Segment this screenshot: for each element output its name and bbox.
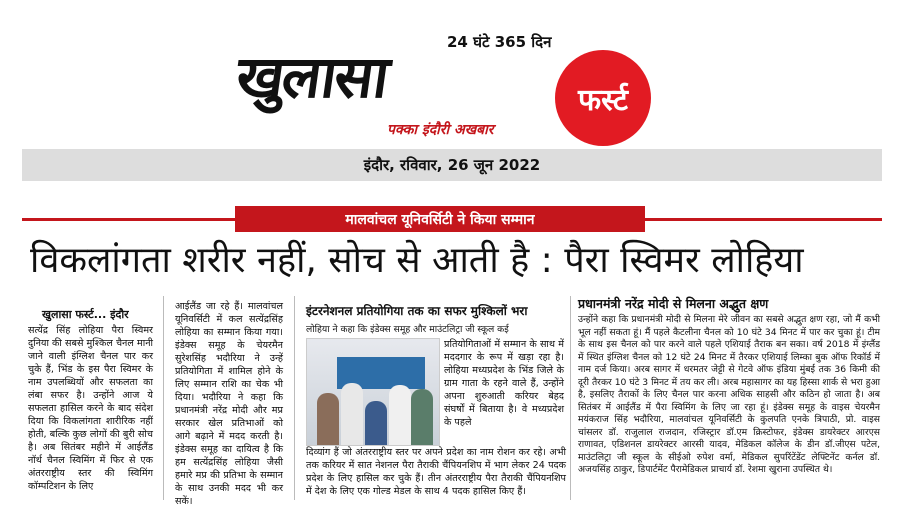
dateline: इंदौर, रविवार, 26 जून 2022	[22, 149, 882, 181]
right-subheading: प्रधानमंत्री नरेंद्र मोदी से मिलना अद्भुत क्षण	[578, 296, 769, 311]
mid-subheading: इंटरनेशनल प्रतियोगिया तक का सफर मुश्किलों भरा	[306, 304, 528, 318]
column-divider	[570, 296, 571, 500]
masthead-badge-text: फर्स्ट	[578, 82, 628, 118]
masthead-tagline: 24 घंटे 365 दिन	[447, 33, 552, 51]
column-divider	[294, 296, 295, 500]
article-column-1	[28, 308, 153, 498]
column-divider	[163, 296, 164, 500]
masthead-badge	[555, 50, 651, 146]
article-column-3: प्रतियोगिताओं में सम्मान के साथ में मददगार के रूप में खड़ा रहा है। लोहिया मध्यप्रदेश के भिंड जिले के ग्राम गाता के रहने वाले हैं, उन्होंने अपना शुरुआती करियर बेहद संघर्षों में बिताया है। वे मध्यप्रदेश के पहले	[444, 339, 564, 428]
masthead-slogan: पक्का इंदौरी अखबार	[387, 122, 494, 138]
masthead-title: खुलासा	[232, 43, 392, 111]
article-column-3-continued: दिव्यांग हैं जो अंतरराष्ट्रीय स्तर पर अपने प्रदेश का नाम रोशन कर रहे। अभी तक करियर में सात नेशनल पैरा तैराकी चैंपियनशिप में भाग लेकर 24 पदक प्रदेश के लिए हासिल कर चुके हैं। तीन अंतरराष्ट्रीय पैरा तैराकी चैंपियनशिप में देश के लिए एक गोल्ड मेडल के साथ 4 पदक हासिल किए हैं।	[306, 447, 566, 497]
mid-sub-line: लोहिया ने कहा कि इंडेक्स समूह और माउंटलिट्रा जी स्कूल कई	[306, 324, 509, 335]
photo-person	[389, 385, 411, 445]
photo-person	[341, 383, 363, 445]
photo-person	[317, 393, 339, 445]
article-headline: विकलांगता शरीर नहीं, सोच से आती है : पैरा स्विमर लोहिया	[30, 240, 804, 281]
article-column-4: उन्होंने कहा कि प्रधानमंत्री मोदी से मिलना मेरे जीवन का सबसे अद्भुत क्षण रहा, जो मैं कभी भूल नहीं सकता हूं। मैं पहले कैटलीना चैनल को 10 घंटे 34 मिनट में पार कर चुका हूं। टीम के साथ इस चैनल को पार करने वाले पहले एशियाई तैराक बन सका। वर्ष 2018 में इंग्लैंड में स्थित इंग्लिश चैनल को 12 घंटे 24 मिनट में तैरकर एशियाई लिम्का बुक ऑफ रिकॉर्ड में नाम दर्ज किया। अरब सागर में धरमतर जेट्टी से गेटवे ऑफ इंडिया मुंबई तक 36 किमी की दूरी तैरकर 10 घंटे 3 मिनट में तय कर ली। अरब महासागर का यह हिस्सा शार्क से भरा हुआ है, इसलिए तैराकों के लिए चैनल पार करना अधिक साहसी और कठिन हो जाता है। अब सितंबर में आईलैंड में पैरा स्विमिंग के लिए जा रहा हूं। इंडेक्स समूह के वाइस चेयरमैन मयंकराज सिंह भदौरिया, मालवांचल यूनिवर्सिटी के कुलपति एनके त्रिपाठी, प्रो. वाइस चांसलर डॉ. राजुलाल राजदान, रजिस्ट्रार डॉ.एम क्रिस्टोफर, इंडेक्स डायरेक्टर आरएस राणावत, एडिशनल डायरेक्टर आरसी यादव, मेडिकल कॉलेज के डीन डॉ.जीएस पटेल, माउंटलिट्रा जी स्कूल के सीईओ रुपेश वर्मा, मेडिकल सुपरिंटेंडेंट लेफ्टिनेंट कर्नल डॉ. अजयसिंह ठाकुर, डिपार्टमेंट पैरामेडिकल प्राचार्य डॉ. रेशमा खुराना उपस्थित थे।	[578, 314, 880, 475]
article-byline: खुलासा फर्स्ट... इंदौर	[42, 308, 129, 321]
photo-person	[411, 389, 433, 445]
event-photo	[306, 338, 440, 446]
photo-person	[365, 401, 387, 445]
article-column-1-text: सत्येंद्र सिंह लोहिया पैरा स्विमर दुनिया की सबसे मुश्किल चैनल मानी जाने वाली इंग्लिश चैनल पार कर चुके हैं, भिंड के इस पैरा स्विमर के नाम उपलब्धियों और सफलता का लंबा सफर है। उन्होंने आज ये सफलता हासिल करने के बाद संदेश दिया कि विकलांगता शारीरिक नहीं होती, बल्कि कुछ लोगों की बुरी सोच है। अब सितंबर महीने में आईलैंड नॉर्थ चैनल स्विमिंग में फिर से एक अंतरराष्ट्रीय स्तर की स्विमिंग कॉम्पटिशन के लिए	[28, 325, 153, 492]
article-kicker: मालवांचल यूनिवर्सिटी ने किया सम्मान	[235, 206, 645, 232]
article-column-2: आईलैंड जा रहे हैं। मालवांचल यूनिवर्सिटी में कल सत्येंद्रसिंह लोहिया का सम्मान किया गया। इंडेक्स समूह के चेयरमैन सुरेशसिंह भदौरिया ने उन्हें प्रतियोगिता में शामिल होने के लिए सम्मान राशि का चेक भी दिया। भदौरिया ने कहा कि प्रधानमंत्री नरेंद्र मोदी और मप्र सरकार खेल प्रतिभाओं को आगे बढ़ाने में मदद करती है। इंडेक्स समूह का दायित्व है कि हम सत्येंद्रसिंह लोहिया जैसी हमारे मप्र की प्रतिभा के सम्मान के साथ उनकी मदद भी कर सकें।	[175, 301, 283, 507]
